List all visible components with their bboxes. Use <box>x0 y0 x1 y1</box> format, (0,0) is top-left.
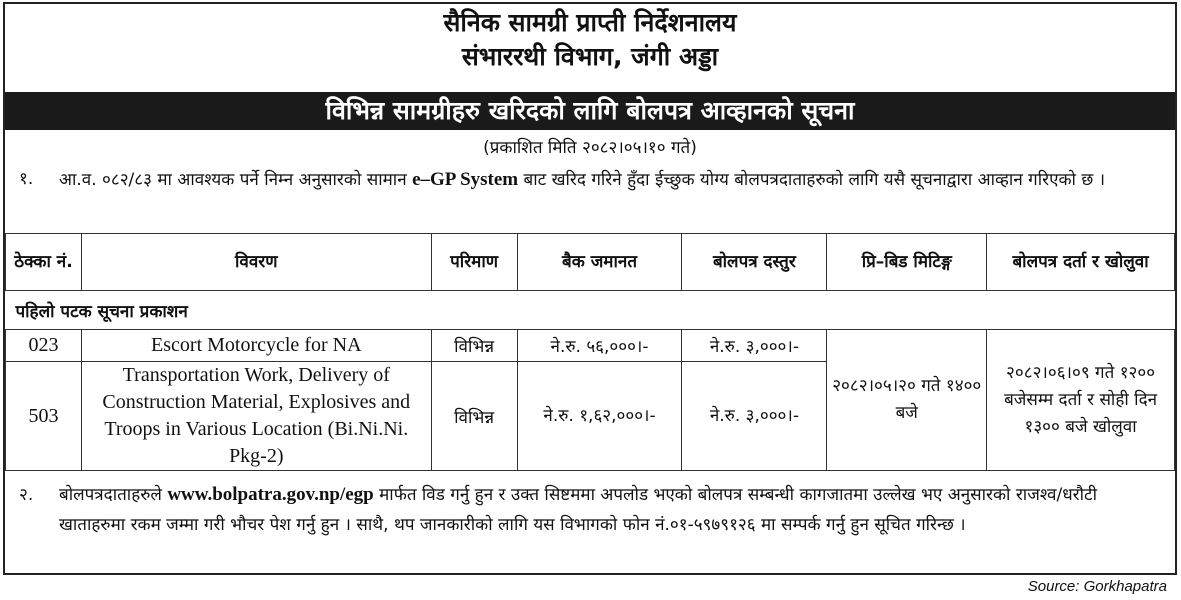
egp-system-label: e–GP System <box>412 169 519 190</box>
bank-guarantee: ने.रु. ५६,०००।- <box>517 330 682 362</box>
paragraph-2-number: २. <box>19 485 34 505</box>
tender-notice <box>3 2 1177 575</box>
bank-guarantee: ने.रु. १,६२,०००।- <box>517 362 682 471</box>
section-label: पहिलो पटक सूचना प्रकाशन <box>6 291 1175 330</box>
table-row <box>6 330 1175 362</box>
paragraph-1-text-a: आ.व. ०८२/८३ मा आवश्यक पर्ने निम्न अनुसारको सामान <box>59 170 413 190</box>
bolpatra-url: www.bolpatra.gov.np/egp <box>167 484 374 505</box>
tender-fee: ने.रु. ३,०००।- <box>682 330 827 362</box>
col-header-prebid-meeting: प्रि–बिड मिटिङ्ग <box>827 234 987 291</box>
department-name: संभाररथी विभाग, जंगी अड्डा <box>461 42 719 71</box>
paragraph-1-text-b: बाट खरिद गरिने हुँदा ईच्छुक योग्य बोलपत्रदाताहरुको लागि यसै सूचनाद्वारा आव्हान गरिएको छ । <box>518 170 1106 190</box>
description: Transportation Work, Delivery of Construction Material, Explosives and Troops in Various Location (Bi.Ni.Ni. Pkg-2) <box>81 362 431 471</box>
paragraph-2 <box>19 480 1165 540</box>
col-header-contract-no: ठेक्का नं. <box>6 234 82 291</box>
tender-table <box>5 233 1175 471</box>
source-credit: Source: Gorkhapatra <box>1027 578 1167 595</box>
contract-no: 503 <box>6 362 82 471</box>
col-header-tender-fee: बोलपत्र दस्तुर <box>682 234 827 291</box>
description: Escort Motorcycle for NA <box>81 330 431 362</box>
notice-title: विभिन्न सामग्रीहरु खरिदको लागि बोलपत्र आव्हानको सूचना <box>5 92 1175 130</box>
published-date: (प्रकाशित मिति २०८२।०५।१० गते) <box>483 138 697 158</box>
paragraph-1-number: १. <box>19 169 34 189</box>
contract-no: 023 <box>6 330 82 362</box>
org-name: सैनिक सामग्री प्राप्ती निर्देशनालय <box>443 8 737 37</box>
section-row <box>6 291 1175 330</box>
col-header-quantity: परिमाण <box>431 234 517 291</box>
table-header-row <box>6 234 1175 291</box>
paragraph-2-text-a: बोलपत्रदाताहरुले <box>59 485 168 505</box>
quantity: विभिन्न <box>431 362 517 471</box>
prebid-meeting: २०८२।०५।२० गते १४०० बजे <box>827 330 987 471</box>
col-header-registration-opening: बोलपत्र दर्ता र खोलुवा <box>987 234 1175 291</box>
paragraph-2-text-b: मार्फत विड गर्नु हुन र उक्त सिष्टममा अपलोड भएको बोलपत्र सम्बन्धी कागजातमा उल्लेख भए अनुसारको राजश्व/धरौटी खाताहरुमा रकम जम्मा गरी भौचर पेश गर्नु हुन । साथै, थप जानकारीको लागि यस विभागको फोन नं.०१-५९७९१२६ मा सम्पर्क गर्नु हुन सूचित गरिन्छ । <box>59 485 1098 535</box>
col-header-description: विवरण <box>81 234 431 291</box>
registration-opening: २०८२।०६।०९ गते १२०० बजेसम्म दर्ता र सोही दिन १३०० बजे खोलुवा <box>987 330 1175 471</box>
paragraph-1 <box>19 164 1165 196</box>
quantity: विभिन्न <box>431 330 517 362</box>
tender-fee: ने.रु. ३,०००।- <box>682 362 827 471</box>
col-header-bank-guarantee: बैक जमानत <box>517 234 682 291</box>
